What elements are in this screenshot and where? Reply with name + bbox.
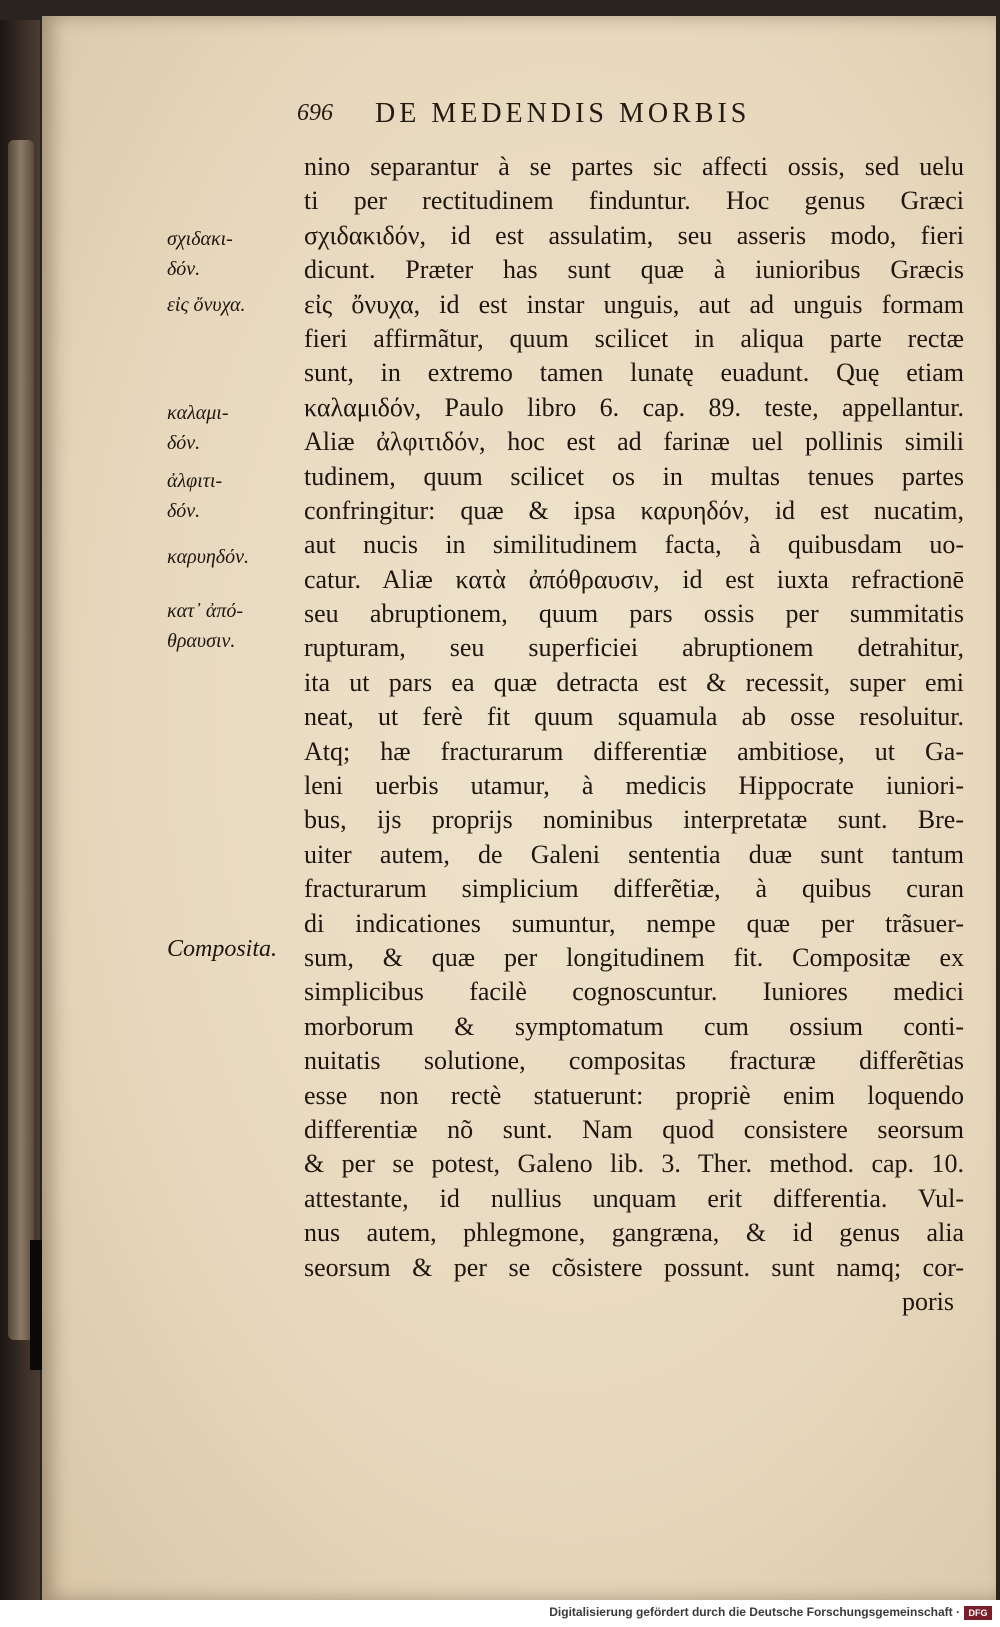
text-line: καλαμιδόν, Paulo libro 6. cap. 89. teste, appellantur. <box>304 392 964 422</box>
text-line: morborum & symptomatum cum ossium conti- <box>304 1011 964 1041</box>
text-line: uiter autem, de Galeni sententia duæ sunt tantum <box>304 839 964 869</box>
text-line: Aliæ ἀλφιτιδόν, hoc est ad farinæ uel pollinis simili <box>304 427 964 457</box>
text-line: tudinem, quum scilicet os in multas tenues partes <box>304 461 964 491</box>
text-line: & per se potest, Galeno lib. 3. Ther. method. cap. 10. <box>304 1149 964 1179</box>
text-line: Atq; hæ fracturarum differentiæ ambitiose, ut Ga- <box>304 736 964 766</box>
margin-note: κατ᾽ ἀπό- θραυσιν. <box>167 600 244 652</box>
text-line: di indicationes sumuntur, nempe quæ per trãsuer- <box>304 908 964 938</box>
margin-note: καλαμι- δόν. <box>167 402 229 454</box>
text-line: ti per rectitudinem finduntur. Hoc genus Græci <box>304 186 964 216</box>
catchword: poris <box>902 1286 954 1316</box>
text-line: dicunt. Præter has sunt quæ à iunioribus Græcis <box>304 255 964 285</box>
text-line: sunt, in extremo tamen lunatę euadunt. Quę etiam <box>304 358 964 388</box>
text-line: seu abruptionem, quum pars ossis per summitatis <box>304 599 964 629</box>
text-line: sum, & quæ per longitudinem fit. Compositæ ex <box>304 942 964 972</box>
text-line: neat, ut ferè fit quum squamula ab osse resoluitur. <box>304 702 964 732</box>
text-line: εἰς ὄνυχα, id est instar unguis, aut ad unguis formam <box>304 289 964 319</box>
text-line: nino separantur à se partes sic affecti ossis, sed uelu <box>304 152 964 181</box>
text-line: nus autem, phlegmone, gangræna, & id genus alia <box>304 1218 964 1248</box>
text-line: rupturam, seu superficiei abruptionem detrahitur, <box>304 633 964 663</box>
digitization-footer <box>0 1600 1000 1627</box>
text-line: simplicibus facilè cognoscuntur. Iuniores medici <box>304 977 964 1007</box>
text-line: σχιδακιδόν, id est assulatim, seu asseris modo, fieri <box>304 220 964 250</box>
page-header <box>297 98 937 138</box>
margin-notes <box>167 16 302 1516</box>
margin-note: ἀλφιτι- δόν. <box>167 470 223 522</box>
body-text <box>304 150 964 1319</box>
margin-note: εἰς ὄνυχα. <box>167 294 246 316</box>
text-line: fieri affirmãtur, quum scilicet in aliqua parte rectæ <box>304 323 964 353</box>
margin-note: καρυηδόν. <box>167 546 249 568</box>
text-line: leni uerbis utamur, à medicis Hippocrate iuniori- <box>304 771 964 801</box>
margin-note: σχιδακι- δόν. <box>167 228 233 280</box>
book-spine-strip <box>8 140 34 1340</box>
text-line: nuitatis solutione, compositas fracturæ differẽtias <box>304 1046 964 1076</box>
text-line: catur. Aliæ κατὰ ἀπόθραυσιν, id est iuxta refractionē <box>304 564 964 594</box>
page-number: 696 <box>297 100 333 126</box>
margin-note: Composita. <box>167 936 278 962</box>
text-line: fracturarum simplicium differẽtiæ, à quibus curan <box>304 874 964 904</box>
text-line: attestante, id nullius unquam erit differentia. Vul- <box>304 1183 964 1213</box>
text-line: confringitur: quæ & ipsa καρυηδόν, id est nucatim, <box>304 495 964 525</box>
paper-page <box>42 16 996 1600</box>
dfg-logo: DFG <box>964 1606 992 1620</box>
text-line: differentiæ nõ sunt. Nam quod consistere seorsum <box>304 1114 964 1144</box>
text-line: aut nucis in similitudinem facta, à quibusdam uo- <box>304 530 964 560</box>
text-line: bus, ijs proprijs nominibus interpretatæ sunt. Bre- <box>304 805 964 835</box>
funding-credit: Digitalisierung gefördert durch die Deutsche Forschungsgemeinschaft · <box>549 1605 960 1619</box>
text-line: seorsum & per se cõsistere possunt. sunt namq; cor- <box>304 1252 964 1282</box>
running-head: DE MEDENDIS MORBIS <box>375 98 751 129</box>
text-line: esse non rectè statuerunt: propriè enim loquendo <box>304 1080 964 1110</box>
text-line: ita ut pars ea quæ detracta est & recessit, super emi <box>304 667 964 697</box>
